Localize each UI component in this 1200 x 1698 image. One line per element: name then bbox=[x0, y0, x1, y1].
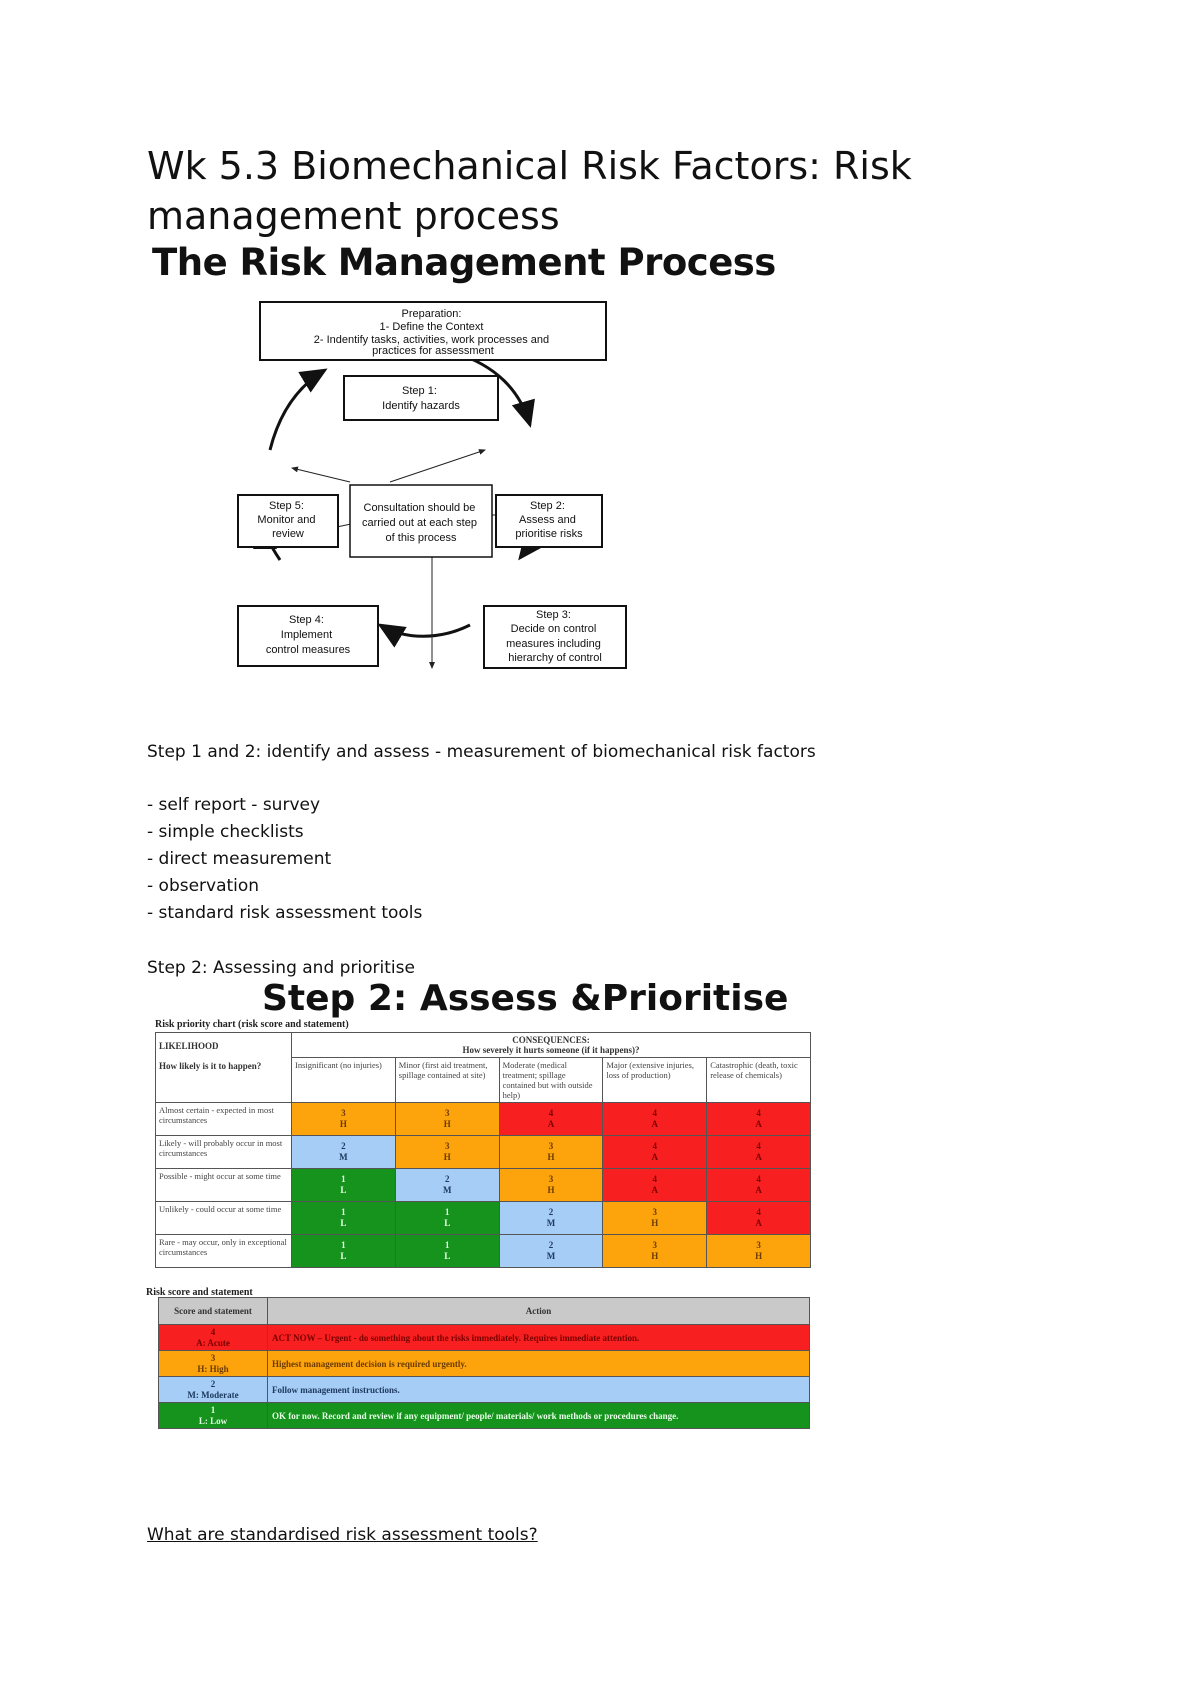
risk-level: L bbox=[340, 1218, 347, 1228]
consequence-header: Minor (first aid treatment, spillage contained at site) bbox=[395, 1058, 499, 1103]
risk-score: 3 bbox=[548, 1174, 554, 1184]
risk-level: M bbox=[442, 1185, 452, 1195]
risk-level: H bbox=[755, 1251, 763, 1261]
table-row bbox=[156, 1202, 811, 1235]
table-row bbox=[156, 1136, 811, 1169]
consequence-header: Major (extensive injuries, loss of production) bbox=[603, 1058, 707, 1103]
risk-score: 4 bbox=[756, 1174, 761, 1184]
consequences-label: CONSEQUENCES: bbox=[512, 1035, 590, 1045]
table-row bbox=[159, 1325, 810, 1351]
risk-score: 2 bbox=[444, 1174, 450, 1184]
action-cell: Highest management decision is required urgently. bbox=[268, 1351, 810, 1377]
risk-level: M bbox=[546, 1218, 556, 1228]
risk-level: A bbox=[651, 1152, 659, 1162]
step3-box bbox=[484, 606, 626, 668]
consequence-header: Moderate (medical treatment; spillage contained but with outside help) bbox=[499, 1058, 603, 1103]
score-statement: M: Moderate bbox=[187, 1389, 239, 1400]
risk-cell bbox=[499, 1169, 603, 1202]
likelihood-question: How likely is it to happen? bbox=[159, 1061, 262, 1071]
cycle-arc-3-4 bbox=[380, 625, 470, 636]
score-header: Score and statement bbox=[159, 1298, 268, 1325]
risk-cell bbox=[603, 1169, 707, 1202]
risk-score: 3 bbox=[444, 1141, 450, 1151]
score-statement: A: Acute bbox=[196, 1337, 230, 1348]
risk-level: A bbox=[755, 1218, 762, 1228]
score-number: 1 bbox=[210, 1404, 216, 1415]
figure2-title: Step 2: Assess &Prioritise bbox=[262, 978, 789, 1019]
page-title: Wk 5.3 Biomechanical Risk Factors: Risk management process bbox=[147, 144, 912, 238]
score-statement: H: High bbox=[197, 1363, 229, 1374]
action-header: Action bbox=[268, 1298, 810, 1325]
risk-cell bbox=[395, 1235, 499, 1268]
likelihood-label: Possible - might occur at some time bbox=[156, 1169, 292, 1202]
step2-box bbox=[496, 495, 602, 547]
svg-text:Step 1: Identify hazards: Step 1: Identify hazards bbox=[382, 385, 460, 412]
consequences-question: How severely it hurts someone (if it happens)? bbox=[462, 1045, 640, 1055]
likelihood-header bbox=[156, 1033, 292, 1103]
table-row bbox=[159, 1377, 810, 1403]
likelihood-label: Likely - will probably occur in most circumstances bbox=[156, 1136, 292, 1169]
risk-cell bbox=[707, 1235, 811, 1268]
preparation-box bbox=[260, 302, 606, 360]
score-cell bbox=[159, 1351, 268, 1377]
risk-score: 2 bbox=[548, 1240, 554, 1250]
consult-arrow-step1 bbox=[390, 450, 485, 482]
table-row bbox=[156, 1103, 811, 1136]
table-row bbox=[159, 1351, 810, 1377]
step4-box bbox=[238, 606, 378, 666]
risk-level: H bbox=[443, 1152, 451, 1162]
risk-cell bbox=[292, 1103, 396, 1136]
risk-cell bbox=[707, 1103, 811, 1136]
risk-score: 4 bbox=[756, 1108, 761, 1118]
risk-cell bbox=[603, 1103, 707, 1136]
risk-cell bbox=[395, 1103, 499, 1136]
consequences-header bbox=[292, 1033, 811, 1058]
risk-level: A bbox=[755, 1152, 762, 1162]
step2-heading: Step 2: Assessing and prioritise bbox=[147, 958, 415, 978]
svg-text:Step 4: Implement: Step 4: Implement control measures bbox=[265, 614, 351, 656]
risk-score: 4 bbox=[652, 1174, 658, 1184]
risk-cell bbox=[292, 1202, 396, 1235]
chart-caption: Risk priority chart (risk score and statement) bbox=[155, 1019, 349, 1030]
risk-level: H bbox=[651, 1251, 659, 1261]
likelihood-label: Unlikely - could occur at some time bbox=[156, 1202, 292, 1235]
svg-text:Step 2: Assess and: Step 2: Assess and prioritise risks bbox=[515, 500, 583, 540]
risk-score: 1 bbox=[444, 1240, 450, 1250]
risk-cell bbox=[292, 1136, 396, 1169]
step1-box bbox=[344, 376, 498, 420]
risk-score: 2 bbox=[548, 1207, 554, 1217]
risk-level: A bbox=[651, 1185, 659, 1195]
risk-level: L bbox=[444, 1218, 451, 1228]
table-row bbox=[156, 1235, 811, 1268]
risk-action-table bbox=[158, 1297, 810, 1429]
risk-cell bbox=[292, 1169, 396, 1202]
risk-cell bbox=[707, 1136, 811, 1169]
risk-cell bbox=[395, 1202, 499, 1235]
svg-text:Consultation should be c: Consultation should be carried out at each step of this process bbox=[361, 502, 477, 544]
action-cell: Follow management instructions. bbox=[268, 1377, 810, 1403]
list-item: - observation bbox=[147, 876, 260, 896]
risk-cell bbox=[499, 1202, 603, 1235]
risk-score: 3 bbox=[652, 1207, 658, 1217]
risk-cell bbox=[603, 1235, 707, 1268]
risk-score: 2 bbox=[341, 1141, 346, 1151]
risk-level: A bbox=[547, 1119, 555, 1129]
risk-level: H bbox=[443, 1119, 451, 1129]
risk-management-diagram bbox=[230, 290, 650, 690]
question-link: What are standardised risk assessment tools? bbox=[147, 1525, 538, 1545]
table-row bbox=[156, 1169, 811, 1202]
risk-score: 4 bbox=[756, 1207, 761, 1217]
score-cell bbox=[159, 1325, 268, 1351]
risk-cell bbox=[292, 1235, 396, 1268]
risk-score: 3 bbox=[652, 1240, 658, 1250]
risk-level: M bbox=[339, 1152, 348, 1162]
svg-text:Step 5: Monitor and: Step 5: Monitor and review bbox=[257, 500, 316, 540]
action-cell: ACT NOW – Urgent - do something about the risks immediately. Requires immediate attention. bbox=[268, 1325, 810, 1351]
list-item: - self report - survey bbox=[147, 795, 321, 815]
step5-box bbox=[238, 495, 338, 547]
score-number: 2 bbox=[210, 1378, 216, 1389]
score-number: 3 bbox=[210, 1352, 216, 1363]
risk-score: 1 bbox=[341, 1240, 346, 1250]
risk-level: A bbox=[651, 1119, 659, 1129]
risk-level: L bbox=[340, 1185, 347, 1195]
risk-cell bbox=[395, 1136, 499, 1169]
risk-cell bbox=[499, 1136, 603, 1169]
methods-list bbox=[147, 792, 422, 927]
risk-cell bbox=[395, 1169, 499, 1202]
risk-score: 3 bbox=[341, 1108, 346, 1118]
likelihood-label: Rare - may occur, only in exceptional circumstances bbox=[156, 1235, 292, 1268]
list-item: - standard risk assessment tools bbox=[147, 903, 423, 923]
risk-score: 4 bbox=[548, 1108, 554, 1118]
risk-score: 1 bbox=[341, 1207, 346, 1217]
table-row bbox=[159, 1403, 810, 1429]
risk-cell bbox=[603, 1202, 707, 1235]
intro-text: Step 1 and 2: identify and assess - measurement of biomechanical risk factors bbox=[147, 742, 816, 762]
risk-score: 4 bbox=[652, 1108, 658, 1118]
risk-cell bbox=[707, 1169, 811, 1202]
risk-cell bbox=[603, 1136, 707, 1169]
risk-level: M bbox=[546, 1251, 556, 1261]
score-number: 4 bbox=[210, 1326, 216, 1337]
risk-level: H bbox=[339, 1119, 347, 1129]
consult-arrow-step5 bbox=[292, 468, 350, 482]
risk-level: H bbox=[547, 1152, 555, 1162]
likelihood-label: Almost certain - expected in most circumstances bbox=[156, 1103, 292, 1136]
risk-cell bbox=[499, 1103, 603, 1136]
risk-level: H bbox=[651, 1218, 659, 1228]
risk-cell bbox=[499, 1235, 603, 1268]
legend-caption: Risk score and statement bbox=[146, 1287, 253, 1298]
score-statement: L: Low bbox=[198, 1415, 228, 1426]
risk-score: 3 bbox=[548, 1141, 554, 1151]
risk-score: 3 bbox=[444, 1108, 450, 1118]
svg-text:Preparation: 1- Define t: Preparation: 1- Define the Context 2- Indentify tasks, activities, work processes and practices for assessment bbox=[313, 308, 550, 357]
likelihood-label: LIKELIHOOD bbox=[159, 1041, 219, 1051]
consultation-box bbox=[350, 485, 492, 557]
risk-level: A bbox=[755, 1185, 762, 1195]
risk-priority-chart bbox=[155, 1032, 811, 1268]
svg-text:Step 3: Decide on contro: Step 3: Decide on control measures including hierarchy of control bbox=[506, 609, 602, 664]
score-cell bbox=[159, 1377, 268, 1403]
risk-level: L bbox=[340, 1251, 347, 1261]
consequence-header: Catastrophic (death, toxic release of chemicals) bbox=[707, 1058, 811, 1103]
list-item: - direct measurement bbox=[147, 849, 332, 869]
risk-score: 4 bbox=[652, 1141, 658, 1151]
action-cell: OK for now. Record and review if any equipment/ people/ materials/ work methods or procedures change. bbox=[268, 1403, 810, 1429]
risk-cell bbox=[707, 1202, 811, 1235]
risk-score: 3 bbox=[756, 1240, 761, 1250]
risk-level: H bbox=[547, 1185, 555, 1195]
figure-title: The Risk Management Process bbox=[152, 241, 776, 284]
risk-level: L bbox=[444, 1251, 451, 1261]
risk-score: 4 bbox=[756, 1141, 761, 1151]
list-item: - simple checklists bbox=[147, 822, 304, 842]
risk-score: 1 bbox=[341, 1174, 346, 1184]
cycle-arc-5-1 bbox=[270, 370, 325, 450]
risk-level: A bbox=[755, 1119, 762, 1129]
risk-score: 1 bbox=[444, 1207, 450, 1217]
consequence-header: Insignificant (no injuries) bbox=[292, 1058, 396, 1103]
score-cell bbox=[159, 1403, 268, 1429]
